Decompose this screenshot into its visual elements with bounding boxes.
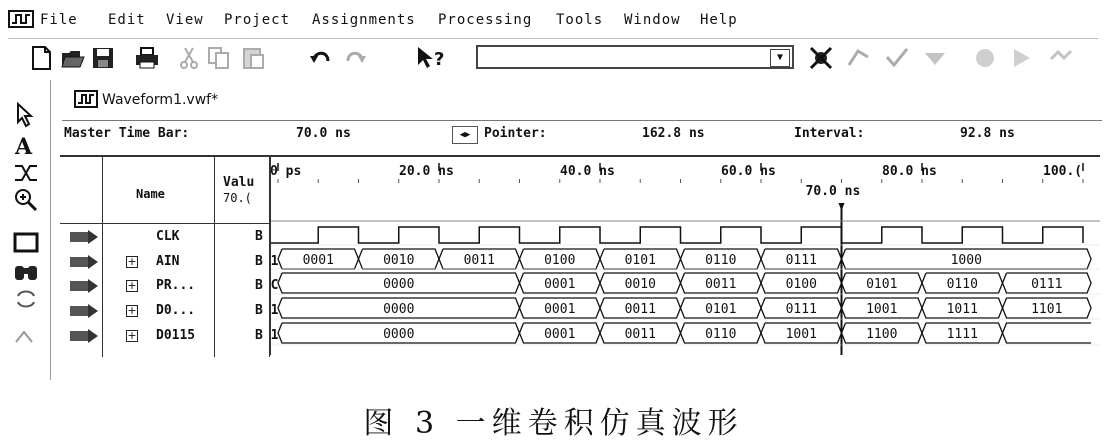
signal-name-clk[interactable]: CLK	[156, 229, 180, 244]
bus-value-label: 0001	[302, 253, 334, 268]
bus-value-label: 0111	[785, 253, 817, 268]
input-pin-icon	[68, 229, 100, 245]
menu-file[interactable]: File	[40, 12, 78, 28]
signal-name-d0115[interactable]: D0115	[156, 328, 196, 343]
bus-value-label: 0011	[463, 253, 495, 268]
menu-window[interactable]: Window	[624, 12, 681, 28]
figure-caption: 图 3 一维卷积仿真波形	[363, 406, 744, 441]
print-icon[interactable]	[134, 45, 160, 71]
input-pin-icon	[68, 254, 100, 270]
pointer-label: Pointer:	[484, 126, 547, 141]
output-pin-icon	[68, 328, 100, 344]
menu-processing[interactable]: Processing	[438, 12, 533, 28]
time-marker-label: 70.0 ns	[805, 184, 861, 199]
redo-icon[interactable]	[342, 45, 368, 71]
grid-divider	[102, 157, 103, 357]
timescale-tick-label: 80.0 ns	[882, 164, 937, 179]
bus-value-label: 0011	[624, 302, 656, 317]
program-icon[interactable]	[922, 45, 948, 71]
time-nav-arrows[interactable]: ◀▶	[452, 126, 478, 144]
bus-value-label: 0001	[544, 302, 576, 317]
bus-value-label: 1111	[946, 327, 978, 342]
bus-value-label: 0001	[544, 277, 576, 292]
tab-divider	[62, 120, 1102, 121]
app-icon	[8, 10, 34, 28]
compile-icon[interactable]	[808, 45, 834, 71]
expand-toggle[interactable]: +	[127, 329, 137, 342]
menu-help[interactable]: Help	[700, 12, 738, 28]
bus-segment	[1003, 323, 1092, 343]
value-column-time: 70.(	[223, 191, 252, 205]
bus-value-label: 0100	[544, 253, 576, 268]
expand-toggle[interactable]: +	[127, 255, 137, 268]
master-time-bar-value[interactable]: 70.0 ns	[296, 126, 351, 141]
menu-project[interactable]: Project	[224, 12, 291, 28]
bus-value-label: 1101	[1031, 302, 1063, 317]
signal-value-d0: B 1	[255, 303, 279, 318]
chevron-down-icon[interactable]: ▼	[770, 49, 790, 67]
grid-divider	[214, 157, 215, 357]
timescale-tick-label: 40.0 ns	[560, 164, 615, 179]
bus-value-label: 0111	[1031, 277, 1063, 292]
interval-value: 92.8 ns	[960, 126, 1015, 141]
signal-name-pr[interactable]: PR...	[156, 278, 196, 293]
signal-value-pr: B C	[255, 278, 279, 293]
paste-icon[interactable]	[240, 45, 266, 71]
waveform-file-icon	[74, 90, 98, 108]
main-toolbar	[8, 38, 1098, 79]
pointer-icon[interactable]	[12, 102, 40, 128]
bus-value-label: 0110	[946, 277, 978, 292]
bus-value-label: 0000	[383, 302, 415, 317]
bus-value-label: 1011	[946, 302, 978, 317]
menu-tools[interactable]: Tools	[556, 12, 604, 28]
master-time-bar-label: Master Time Bar:	[64, 126, 190, 141]
bus-value-label: 0010	[383, 253, 415, 268]
bus-value-label: 0011	[705, 277, 737, 292]
copy-icon[interactable]	[206, 45, 232, 71]
bus-value-label: 0010	[624, 277, 656, 292]
bus-value-label: 1001	[866, 302, 898, 317]
expand-toggle[interactable]: +	[127, 304, 137, 317]
bus-value-label: 0101	[866, 277, 898, 292]
start-icon[interactable]	[1008, 45, 1034, 71]
text-tool-icon[interactable]	[12, 132, 40, 158]
signal-value-d0115: B 1	[255, 328, 279, 343]
check-icon[interactable]	[884, 45, 910, 71]
bus-value-label: 0101	[624, 253, 656, 268]
analyze-icon[interactable]	[846, 45, 872, 71]
timescale-tick-label: 100.(	[1043, 164, 1083, 179]
waveform-editing-icon[interactable]	[12, 160, 40, 186]
menu-bar	[0, 8, 1107, 32]
project-combo[interactable]	[476, 45, 794, 69]
signal-name-ain[interactable]: AIN	[156, 254, 180, 269]
bus-value-label: 0100	[785, 277, 817, 292]
bus-value-label: 0001	[544, 327, 576, 342]
waveform-tools-panel	[0, 80, 51, 380]
tab-label: Waveform1.vwf*	[102, 92, 219, 108]
cut-icon[interactable]	[176, 45, 202, 71]
bus-value-label: 0110	[705, 253, 737, 268]
header-divider	[60, 223, 270, 224]
value-column-header[interactable]: Valu	[223, 175, 255, 190]
signal-name-d0[interactable]: D0...	[156, 303, 196, 318]
svg-text:A: A	[15, 134, 33, 158]
interval-label: Interval:	[794, 126, 865, 141]
expand-toggle[interactable]: +	[127, 279, 137, 292]
save-icon[interactable]	[90, 45, 116, 71]
bus-value-label: 1100	[866, 327, 898, 342]
output-pin-icon	[68, 278, 100, 294]
zoom-icon[interactable]	[12, 186, 40, 212]
bus-value-label: 0011	[624, 327, 656, 342]
bus-value-label: 0111	[785, 302, 817, 317]
bus-value-label: 1001	[785, 327, 817, 342]
time-bar	[60, 122, 1100, 148]
svg-text:?: ?	[434, 49, 445, 70]
context-help-icon[interactable]	[416, 45, 450, 71]
open-icon[interactable]	[60, 45, 86, 71]
bus-value-label: 0101	[705, 302, 737, 317]
timescale-tick-label: 0 ps	[270, 164, 302, 179]
timescale-tick-label: 60.0 ns	[721, 164, 776, 179]
menu-edit[interactable]: Edit	[108, 12, 146, 28]
name-column-header[interactable]: Name	[136, 187, 165, 201]
fullscreen-icon[interactable]	[12, 230, 40, 256]
find-icon[interactable]	[12, 258, 40, 284]
bus-value-label: 0000	[383, 277, 415, 292]
stop-icon[interactable]	[1048, 45, 1074, 71]
menu-view[interactable]: View	[166, 12, 204, 28]
new-icon[interactable]	[28, 45, 54, 71]
signal-value-clk: B	[255, 229, 263, 244]
menu-assignments[interactable]: Assignments	[312, 12, 416, 28]
pointer-value: 162.8 ns	[642, 126, 705, 141]
replace-icon[interactable]	[12, 286, 40, 312]
bus-value-label: 1000	[950, 253, 982, 268]
signal-value-ain: B 1	[255, 254, 279, 269]
timescale-tick-label: 20.0 ns	[399, 164, 454, 179]
bus-value-label: 0000	[383, 327, 415, 342]
clk-waveform	[270, 227, 1083, 243]
waveform-canvas[interactable]	[270, 155, 1100, 355]
overwrite-icon[interactable]	[12, 324, 40, 350]
undo-icon[interactable]	[308, 45, 334, 71]
output-pin-icon	[68, 303, 100, 319]
chip-icon[interactable]	[972, 45, 998, 71]
bus-value-label: 0110	[705, 327, 737, 342]
tab-waveform1[interactable]	[68, 86, 268, 114]
